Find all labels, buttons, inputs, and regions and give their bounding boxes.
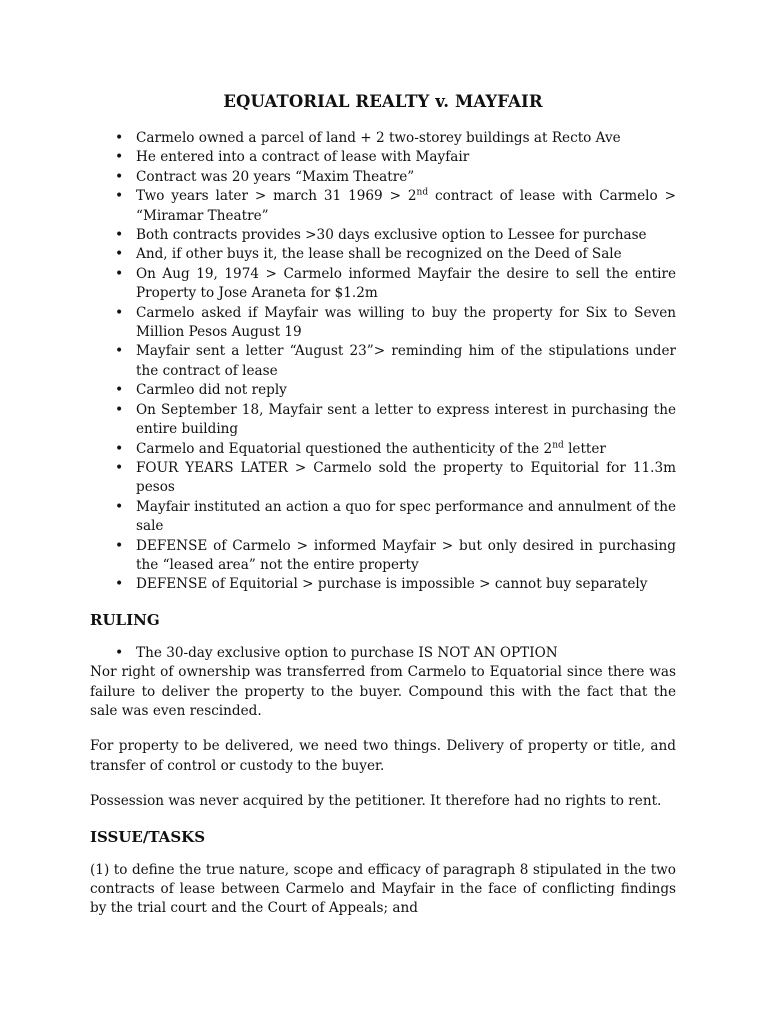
ruling-paragraph: Possession was never acquired by the petitioner. It therefore had no rights to rent. [90,793,662,810]
list-item [115,537,676,576]
list-item [115,575,676,594]
list-item-text: Mayfair sent a letter “August 23”> reminding him of the stipulations under the contract of lease [136,343,676,379]
list-item-text: Both contracts provides >30 days exclusive option to Lessee for purchase [136,227,647,244]
list-item-text: And, if other buys it, the lease shall be recognized on the Deed of Sale [136,246,622,263]
list-item [115,168,676,187]
list-item [115,401,676,440]
document-title: EQUATORIAL REALTY v. MAYFAIR [223,92,543,111]
list-item [115,245,676,264]
list-item-text: DEFENSE of Carmelo > informed Mayfair > but only desired in purchasing the “leased area” not the entire property [136,537,676,573]
list-item-text: Mayfair instituted an action a quo for spec performance and annulment of the sale [136,498,676,535]
ruling-paragraph: For property to be delivered, we need two things. Delivery of property or title, and transfer of control or custody to the buyer. [90,738,676,774]
facts-list [90,129,676,595]
list-item [115,226,676,245]
list-item-text-pre: Two years later > march 31 1969 > 2 [136,188,417,205]
ordinal-superscript: nd [552,439,564,450]
ordinal-superscript: nd [416,187,429,198]
list-item-text: Contract was 20 years “Maxim Theatre” [136,168,415,185]
list-item-text: The 30-day exclusive option to purchase IS NOT AN OPTION [136,644,558,661]
list-item-text: On Aug 19, 1974 > Carmelo informed Mayfair the desire to sell the entire Property to Jose Araneta for $1.2m [136,265,676,302]
list-item-text: DEFENSE of Equitorial > purchase is impossible > cannot buy separately [136,576,648,593]
list-item-text: Carmleo did not reply [136,382,287,399]
list-item-text: FOUR YEARS LATER > Carmelo sold the property to Equitorial for 11.3m pesos [136,459,676,496]
list-item-text-post: contract of lease with Carmelo > “Miramar Theatre” [136,188,676,224]
ruling-paragraph: Nor right of ownership was transferred from Carmelo to Equatorial since there was failure to deliver the property to the buyer. Compound this with the fact that the sale was even rescinded. [90,664,676,719]
list-item-text-post: letter [563,440,606,457]
list-item [115,342,676,381]
list-item [115,304,676,343]
issue-paragraph: (1) to define the true nature, scope and efficacy of paragraph 8 stipulated in the two contracts of lease between Carmelo and Mayfair in the face of conflicting findings by the trial court and the Court of Appeals; and [90,861,676,917]
list-item [115,148,676,167]
list-item-text: Carmelo owned a parcel of land + 2 two-storey buildings at Recto Ave [136,130,621,146]
list-item [115,440,676,459]
list-item [115,498,676,537]
list-item-text: Carmelo asked if Mayfair was willing to buy the property for Six to Seven Million Pesos August 19 [136,304,676,341]
list-item-text: On September 18, Mayfair sent a letter to express interest in purchasing the entire building [136,401,676,438]
list-item-text-pre: Carmelo and Equatorial questioned the authenticity of the 2 [136,440,553,457]
issue-heading: ISSUE/TASKS [90,827,206,846]
list-item [115,459,676,498]
list-item [115,644,676,663]
list-item [115,381,676,400]
list-item [115,265,676,304]
ruling-heading: RULING [90,610,160,629]
list-item [115,129,676,148]
list-item [115,187,676,226]
ruling-list [90,644,676,663]
list-item-text: He entered into a contract of lease with Mayfair [136,149,470,166]
